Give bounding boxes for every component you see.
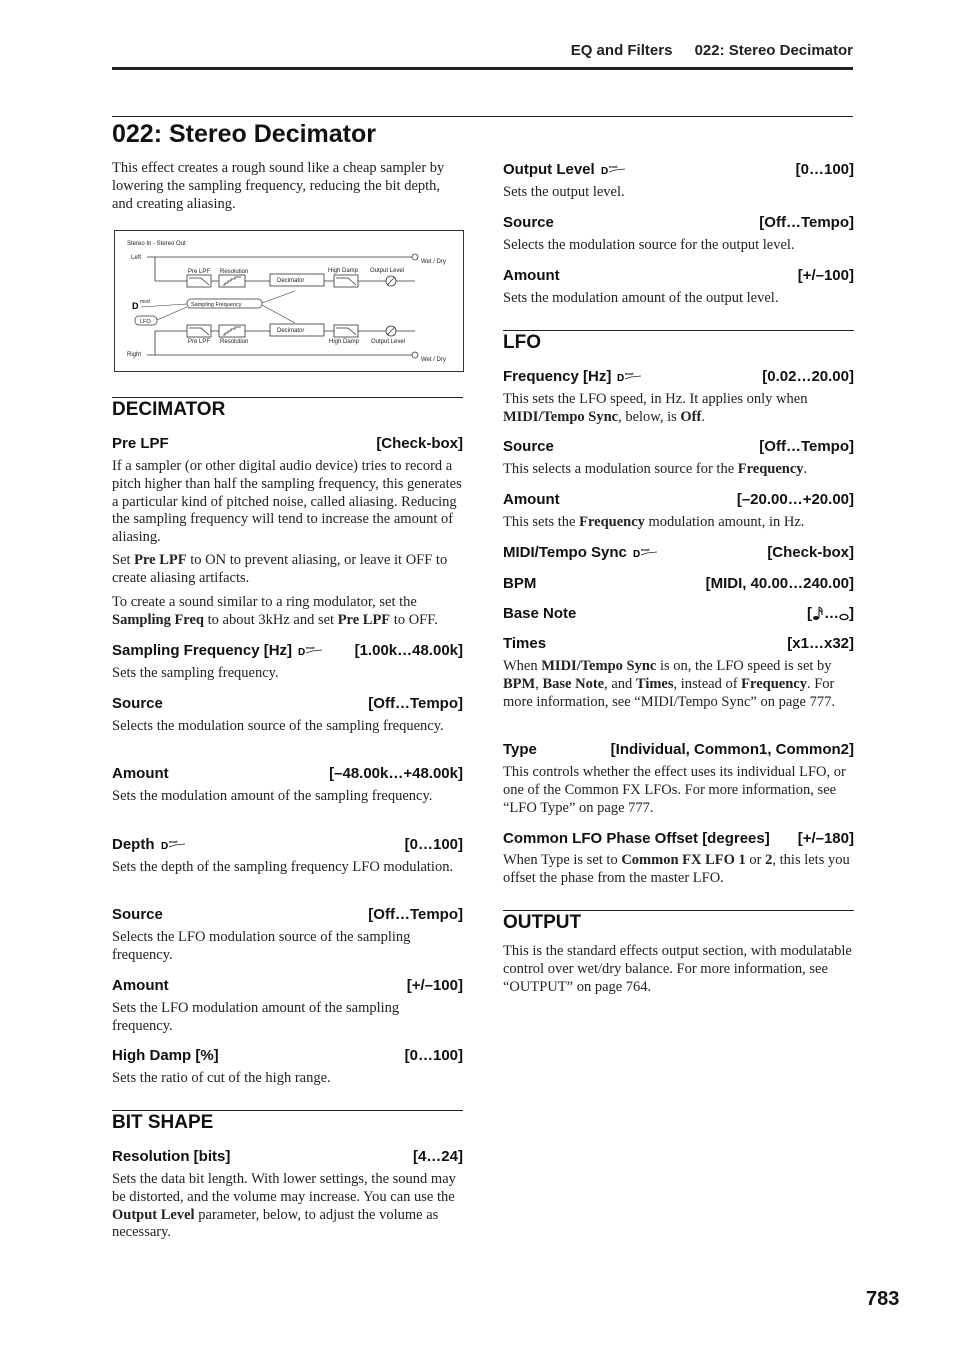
- high-damp-desc: Sets the ratio of cut of the high range.: [112, 1070, 331, 1086]
- dmod-icon: [633, 546, 659, 558]
- param-output-level: [503, 159, 854, 179]
- text-run: This selects a modulation source for the: [503, 461, 738, 477]
- diagram-resolution-label: Resolution: [220, 269, 249, 275]
- section-bit-shape: BIT SHAPE: [112, 1110, 463, 1138]
- text-bold: Times: [635, 675, 674, 692]
- param-base-note: [503, 603, 854, 623]
- text-run: To create a sound similar to a ring modulator, set the: [112, 594, 417, 610]
- resolution-desc: [112, 1171, 463, 1242]
- dmod-icon: [298, 644, 324, 656]
- param-times: [503, 633, 854, 653]
- text-bold: 2: [765, 852, 773, 868]
- param-sampling-frequency: [112, 640, 463, 660]
- param-range: [Off…Tempo]: [759, 213, 854, 231]
- diagram-wetdry-label-bottom: Wet / Dry: [421, 357, 446, 363]
- mod-line-top: [262, 291, 295, 303]
- svg-text:D: D: [632, 549, 641, 558]
- text-run: to OFF.: [390, 611, 438, 628]
- dmod-icon: [601, 163, 627, 175]
- sixteenth-note-icon: [812, 605, 824, 621]
- section-decimator: DECIMATOR: [112, 397, 463, 425]
- text-bold: MIDI/Tempo Sync: [541, 658, 657, 674]
- param-range: [0…100]: [795, 160, 854, 178]
- param-range: [4…24]: [412, 1147, 463, 1165]
- param-range: [–20.00…+20.00]: [736, 490, 854, 508]
- diagram-decimator-label: Decimator: [277, 278, 305, 284]
- svg-text:mod: mod: [625, 371, 634, 376]
- title-rule: [112, 116, 853, 117]
- diagram-io-label: Stereo In - Stereo Out: [127, 241, 186, 247]
- pre-lpf-desc: If a sampler (or other digital audio device) tries to record a pitch higher than half the sampling frequency, this generates a particular kind of pitched noise, called aliasing. Reducing the sampling frequency will tend to increase the amount of aliasing.: [112, 458, 462, 546]
- diagram-resolution-label-2: Resolution: [220, 339, 249, 345]
- param-high-damp: [112, 1045, 463, 1065]
- param-range: [Check-box]: [767, 543, 854, 561]
- param-name: Depth: [112, 835, 155, 853]
- param-depth: [112, 834, 463, 854]
- param-pre-lpf: [112, 433, 463, 453]
- highdamp-box-right: [334, 325, 358, 337]
- svg-text:mod: mod: [640, 547, 650, 552]
- amount-r2-desc: [503, 514, 854, 532]
- text-run: .: [701, 408, 705, 425]
- param-range: [0.02…20.00]: [762, 367, 854, 385]
- wetdry-mixer-right: [412, 352, 418, 358]
- param-name: Times: [503, 634, 547, 652]
- header-rule: [112, 67, 853, 70]
- text-bold: Output Level: [112, 1206, 195, 1223]
- param-name: Common LFO Phase Offset [degrees]: [503, 829, 770, 847]
- param-source-r2: [503, 436, 854, 456]
- param-name: Base Note: [503, 604, 577, 622]
- prelpf-box-right: [187, 325, 211, 337]
- range-ellipsis: …: [824, 604, 839, 622]
- text-bold: Common FX LFO 1: [621, 852, 746, 868]
- param-name: BPM: [503, 574, 537, 592]
- diagram-prelpf-label: Pre LPF: [188, 269, 211, 275]
- section-lfo: LFO: [503, 330, 854, 358]
- param-amount-r2: [503, 489, 854, 509]
- param-name: Source: [503, 213, 554, 231]
- source-r2-desc: [503, 461, 854, 479]
- param-source-1: [112, 693, 463, 713]
- highdamp-box-left: [334, 275, 358, 287]
- range-bracket: ]: [849, 604, 854, 622]
- source-r1-desc: Selects the modulation source for the output level.: [503, 237, 795, 253]
- param-amount-1: [112, 763, 463, 783]
- diagram-samplingfreq-label: Sampling Frequency: [191, 302, 242, 308]
- resolution-box-left: [219, 275, 245, 287]
- param-source-r1: [503, 212, 854, 232]
- text-bold: Base Note: [542, 675, 605, 692]
- lfo-line: [157, 307, 187, 320]
- param-name: Sampling Frequency [Hz]: [112, 641, 293, 659]
- whole-note-icon: [839, 605, 849, 621]
- text-bold: Frequency: [579, 514, 645, 530]
- source1-desc: Selects the modulation source of the sampling frequency.: [112, 718, 444, 734]
- diagram-wetdry-label-top: Wet / Dry: [421, 259, 446, 265]
- text-bold: MIDI/Tempo Sync: [503, 408, 619, 425]
- text-bold: Frequency: [737, 461, 804, 477]
- source2-desc: Selects the LFO modulation source of the sampling frequency.: [112, 929, 411, 963]
- diagram-highdamp-label: High Damp: [328, 268, 359, 274]
- param-name: Amount: [503, 266, 560, 284]
- text-bold: Pre LPF: [337, 611, 391, 628]
- text-run: Set: [112, 552, 135, 568]
- param-name: Output Level: [503, 160, 595, 178]
- param-frequency: [503, 366, 854, 386]
- param-range: [–48.00k…+48.00k]: [329, 764, 463, 782]
- amount1-desc: Sets the modulation amount of the sampling frequency.: [112, 788, 433, 804]
- param-range: [+/–180]: [797, 829, 854, 847]
- text-run: or: [745, 852, 766, 868]
- param-name: Resolution [bits]: [112, 1147, 231, 1165]
- dmod-icon: [161, 838, 187, 850]
- param-phase-offset: [503, 828, 854, 848]
- param-range: [807, 605, 854, 622]
- text-run: to about 3kHz and set: [203, 611, 338, 628]
- param-midi-tempo-sync: [503, 542, 854, 562]
- text-run: , this lets you offset the phase from the master LFO.: [503, 852, 850, 886]
- page-number: 783: [866, 1288, 900, 1310]
- prelpf-box-left: [187, 275, 211, 287]
- text-bold: Pre LPF: [134, 552, 187, 568]
- text-run: This sets the LFO speed, in Hz. It applies only when: [503, 391, 808, 407]
- text-run: , and: [604, 675, 636, 692]
- param-range: [x1…x32]: [787, 634, 854, 652]
- text-bold: Off: [680, 408, 702, 425]
- param-name: Frequency [Hz]: [503, 367, 612, 385]
- amount-r1-desc: Sets the modulation amount of the output level.: [503, 290, 779, 306]
- param-range: [Off…Tempo]: [368, 694, 463, 712]
- param-type: [503, 739, 854, 759]
- page-title: 022: Stereo Decimator: [112, 120, 377, 148]
- text-run: This sets the: [503, 514, 580, 530]
- diagram-decimator-label-2: Decimator: [277, 328, 305, 334]
- text-run: to ON to prevent aliasing, or leave it OFF to create aliasing artifacts.: [112, 552, 448, 586]
- param-bpm: [503, 573, 854, 593]
- header-page-title: 022: Stereo Decimator: [694, 42, 853, 59]
- param-range: [Individual, Common1, Common2]: [610, 740, 854, 758]
- param-range: [Off…Tempo]: [759, 437, 854, 455]
- diagram-svg: [115, 231, 463, 371]
- param-resolution: [112, 1146, 463, 1166]
- text-run: modulation amount, in Hz.: [644, 514, 805, 530]
- svg-text:D: D: [600, 166, 608, 175]
- sampling-freq-desc: Sets the sampling frequency.: [112, 665, 279, 681]
- param-amount-2: [112, 975, 463, 995]
- text-run: parameter, below, to adjust the volume as necessary.: [112, 1206, 439, 1241]
- type-desc: This controls whether the effect uses its individual LFO, or one of the Common FX LFOs. For more information, see “LFO Type” on page 777.: [503, 764, 846, 816]
- param-name: Amount: [503, 490, 560, 508]
- text-run: . For more information, see “MIDI/Tempo Sync” on page 777.: [503, 675, 835, 710]
- text-bold: BPM: [503, 675, 536, 692]
- param-name: Pre LPF: [112, 434, 169, 452]
- text-run: , below, is: [618, 408, 681, 425]
- header-section: EQ and Filters: [570, 42, 673, 59]
- param-range: [1.00k…48.00k]: [354, 641, 463, 659]
- param-name: High Damp [%]: [112, 1046, 219, 1064]
- times-desc: [503, 658, 854, 711]
- text-run: Sets the data bit length. With lower settings, the sound may be distorted, and the volume may increase. You can use the: [112, 1171, 456, 1205]
- param-range: [Off…Tempo]: [368, 905, 463, 923]
- pre-lpf-desc-3: [112, 594, 463, 630]
- text-run: ,: [535, 675, 543, 692]
- svg-text:mod: mod: [306, 645, 315, 650]
- depth-desc: Sets the depth of the sampling frequency LFO modulation.: [112, 859, 454, 875]
- resolution-box-right: [219, 325, 245, 337]
- output-desc: This is the standard effects output section, with modulatable control over wet/dry balance. For more information, see “OUTPUT” on page 764.: [503, 943, 852, 995]
- svg-text:D: D: [617, 373, 625, 382]
- text-run: When: [503, 658, 542, 674]
- text-bold: Sampling Freq: [112, 611, 204, 628]
- running-header: [112, 42, 853, 62]
- param-range: [+/–100]: [797, 266, 854, 284]
- wetdry-mixer-left: [412, 254, 418, 260]
- diagram-outputlevel-label: Output Level: [370, 268, 405, 274]
- pre-lpf-desc-2: [112, 552, 463, 588]
- param-name: Source: [112, 905, 163, 923]
- diagram-right-label: Right: [127, 352, 142, 358]
- output-level-desc: Sets the output level.: [503, 184, 625, 200]
- diagram-lfo-label: LFO: [140, 319, 151, 325]
- diagram-prelpf-label-2: Pre LPF: [188, 339, 211, 345]
- param-range: [0…100]: [404, 1046, 463, 1064]
- diagram-outputlevel-label-2: Output Level: [371, 339, 406, 345]
- svg-text:mod: mod: [168, 839, 177, 844]
- param-name: MIDI/Tempo Sync: [503, 543, 627, 561]
- param-range: [MIDI, 40.00…240.00]: [705, 574, 854, 592]
- dmod-label: D: [132, 301, 139, 311]
- param-name: Type: [503, 740, 537, 758]
- section-output: OUTPUT: [503, 910, 854, 938]
- text-run: , instead of: [673, 675, 742, 692]
- range-bracket: [: [807, 604, 812, 622]
- param-range: [+/–100]: [406, 976, 463, 994]
- diagram-left-label: Left: [131, 255, 142, 261]
- param-range: [Check-box]: [376, 434, 463, 452]
- param-name: Source: [112, 694, 163, 712]
- param-name: Source: [503, 437, 554, 455]
- svg-text:D: D: [298, 647, 306, 656]
- phase-desc: [503, 852, 854, 888]
- frequency-desc: [503, 391, 854, 427]
- svg-text:mod: mod: [608, 164, 618, 169]
- param-amount-r1: [503, 265, 854, 285]
- dmod-sup: mod: [140, 299, 150, 305]
- text-run: .: [803, 461, 808, 477]
- text-run: When Type is set to: [503, 852, 622, 868]
- param-name: Amount: [112, 976, 169, 994]
- param-range: [0…100]: [404, 835, 463, 853]
- diagram-highdamp-label-2: High Damp: [329, 339, 360, 345]
- svg-text:D: D: [160, 841, 168, 850]
- text-bold: Frequency: [741, 675, 807, 692]
- param-source-2: [112, 904, 463, 924]
- signal-flow-diagram: [114, 230, 464, 372]
- text-run: is on, the LFO speed is set by: [656, 658, 832, 674]
- mod-line-bottom: [262, 305, 295, 323]
- dmod-icon: [617, 370, 643, 382]
- amount2-desc: Sets the LFO modulation amount of the sampling frequency.: [112, 1000, 400, 1034]
- intro-text: This effect creates a rough sound like a cheap sampler by lowering the sampling frequency, reducing the bit depth, and creating aliasing.: [112, 160, 445, 212]
- param-name: Amount: [112, 764, 169, 782]
